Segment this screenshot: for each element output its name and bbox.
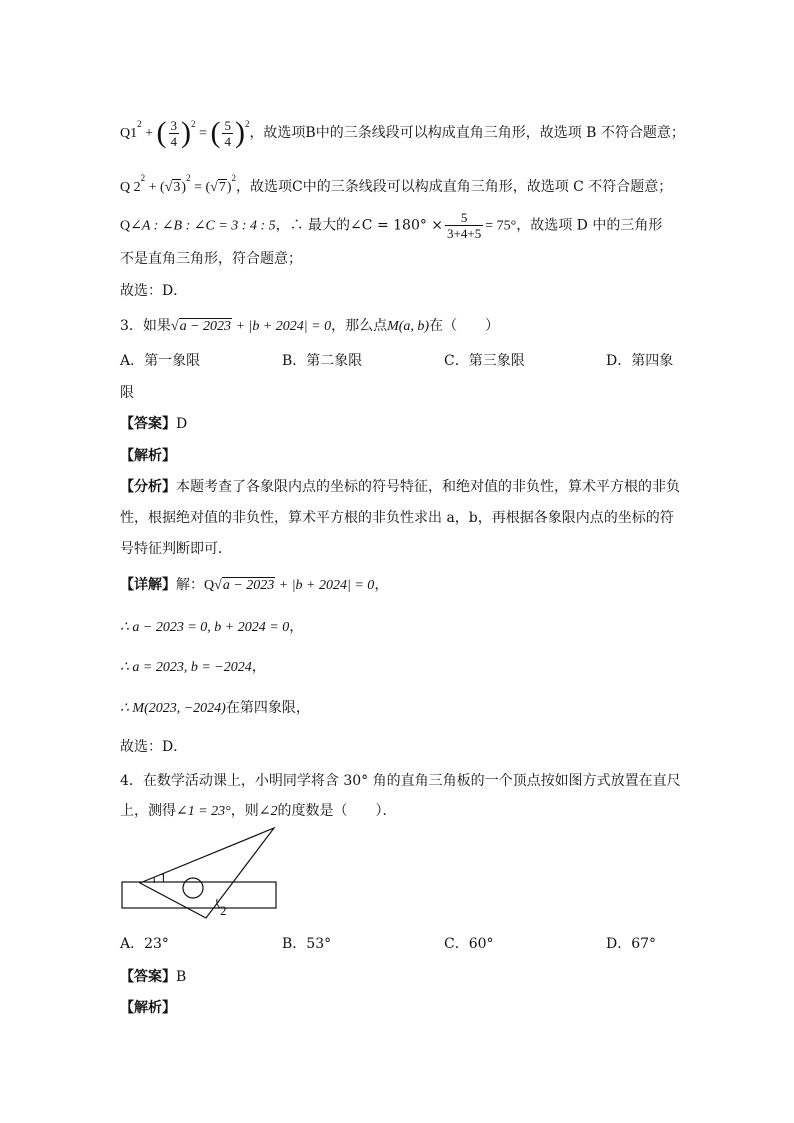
option-c: C．第三象限 [444,353,525,369]
question-tail: ，那么点 [331,318,388,334]
math-term: $1^2$ + [130,119,157,141]
detail-lead: 解： [176,577,204,593]
fraction-three-fourths: $\frac{3}{4}$ [170,117,178,149]
detail-sqrt: √a − 2023 [214,578,275,593]
option-b: B．第二象限 [282,353,363,369]
q4-option-d: D．67° [606,936,657,952]
step-1: ∴ a − 2023 = 0, b + 2024 = 0， [120,619,304,635]
fraction-five-over-sum: $\frac{5}{3+4+5}$ [447,210,482,241]
since-symbol: Q [204,578,215,593]
angle-ratio: ∠A : ∠B : ∠C = 3 : 4 : 5 [130,218,276,234]
angle-one: ∠1 = 23° [176,804,231,819]
since-symbol: Q [120,218,131,234]
solution-text-3: ，故选项 D 中的三角形 [516,217,663,234]
q4-option-a: A．23° [120,936,169,952]
final-choice: 故选：D． [120,739,188,755]
sqrt-expression: √a − 2023 [170,319,232,334]
geometry-figure [116,826,286,932]
label-angle-2: 2 [220,903,227,918]
label-angle-1: 1 [160,870,167,885]
option-a: A．第一象限 [120,353,201,369]
q4-option-c: C．60° [444,936,494,952]
question-lead: 如果 [142,318,171,334]
solution-line-2: Q $2^2 + (√3)^2 = (√7)^2$，故选项C中的三条线段可以构成直角三角形，故选项 C 不符合题意； [120,173,673,195]
detail-line [120,575,388,596]
option-d: D．第四象 [606,353,674,369]
question-end: 在（ ） [429,318,500,334]
triangle-hole [183,878,203,898]
q4-analysis-label: 【解析】 [120,1000,176,1016]
angle-two: ∠2 [258,804,278,819]
point-m: M(a, b) [387,319,430,334]
detail-abs: + |b + 2024| = 0 [275,578,375,593]
q4-answer-row [120,967,186,987]
question-3-stem [120,316,499,337]
solution-text-2: ，故选项C中的三条线段可以构成直角三角形，故选项 C 不符合题意； [235,179,673,195]
step-2: ∴ a = 2023, b = −2024， [120,659,266,675]
question-number: 3． [120,318,143,334]
answer-label: 【答案】 [120,969,176,985]
since-symbol: Q [120,126,131,141]
fenxi-line-3: 号特征判断即可． [120,541,232,557]
q4-option-b: B．53° [282,936,332,952]
solution-line-4: 不是直角三角形，符合题意； [120,251,302,267]
since-symbol: Q [120,180,131,195]
fenxi-line-2: 性，根据绝对值的非负性，算术平方根的非负性求出 a，b，再根据各象限内点的坐标的符 [120,510,674,526]
angle-result: = 75° [485,218,517,234]
question-4-line-2: 上，测得∠1 = 23°，则∠2的度数是（ ）． [120,803,397,819]
max-angle-text: ，∴ 最大的∠C = 180° × [275,217,444,234]
fenxi-label: 【分析】 [120,479,176,495]
answer-value: B [176,969,187,985]
solution-line-1: $Q1^2$ + ( $\frac{3}{4}$ )$^2$ = ( $\frac{5}{4}$ )$^2$，故选项B中的三条线段可以构成直角三角形，故选项 B 不符合题意； [120,116,685,149]
abs-expression: + |b + 2024| = 0 [232,319,332,334]
answer-value: D [176,416,188,432]
option-d-wrap: 限 [120,385,134,401]
fenxi-line-1 [120,477,680,497]
solution-text-1: ，故选项B中的三条线段可以构成直角三角形，故选项 B 不符合题意； [249,125,685,141]
sqrt-three: √3 [164,180,181,195]
solution-line-3 [120,210,662,241]
solution-conclusion: 故选：D． [120,283,188,299]
question-number: 4． [120,773,143,789]
answer-row [120,414,187,434]
fenxi-text-1: 本题考查了各象限内点的坐标的符号特征，和绝对值的非负性，算术平方根的非负 [176,479,680,495]
detail-comma: ， [374,577,389,593]
ruler-triangle-diagram [116,826,286,928]
question-4-line-1 [120,771,681,791]
step-3: ∴ M(2023, −2024)在第四象限， [120,700,310,716]
fraction-five-fourths: $\frac{5}{4}$ [224,117,231,149]
question-4-text: 在数学活动课上，小明同学将含 30° 角的直角三角板的一个顶点按如图方式放置在直尺 [142,773,681,789]
sqrt-seven: √7 [210,180,226,195]
analysis-label: 【解析】 [120,448,176,464]
detail-label: 【详解】 [120,577,176,593]
answer-label: 【答案】 [120,416,176,432]
